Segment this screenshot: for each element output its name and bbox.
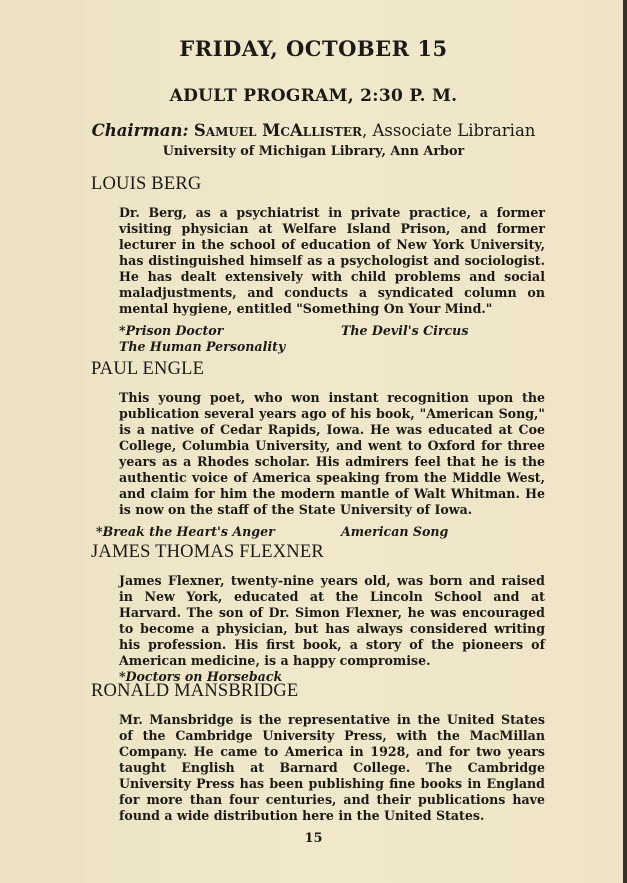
chairman-affiliation: University of Michigan Library, Ann Arbor [162,144,465,159]
chairman-name: Samuel McAllister [193,121,362,140]
book-title: *Prison Doctor [119,323,224,338]
speaker-section-mansbridge [91,681,551,824]
book-list [96,524,551,544]
chairman-title: , Associate Librarian [361,121,536,140]
speaker-section-flexner [91,542,551,689]
speaker-bio: James Flexner, twenty-nine years old, was born and raised in New York, educated at the Lincoln School and at Harvard. The son of Dr. Simon Flexner, he was encouraged to become a physician, but has always considered writing his profession. His first book, a story of the pioneers of American medicine, is a happy compromise. [119,573,545,668]
speaker-name: PAUL ENGLE [91,359,205,379]
book-title: *Doctors on Horseback [119,669,283,684]
speaker-section-engle [91,359,551,544]
speaker-bio: This young poet, who won instant recognition upon the publication several years ago of his book, "American Song," is a native of Cedar Rapids, Iowa. He was educated at Coe College, Columbia University, and went to Oxford for three years as a Rhodes scholar. His admirers feel that he is the authentic voice of America speaking from the Middle West, and claim for him the modern mantle of Walt Whitman. He is now on the staff of the State University of Iowa. [119,390,545,517]
speaker-section-berg [91,174,551,359]
book-title: *Break the Heart's Anger [96,524,275,539]
speaker-name: JAMES THOMAS FLEXNER [91,542,324,562]
book-title: The Devil's Circus [341,323,469,338]
speaker-bio: Dr. Berg, as a psychiatrist in private practice, a former visiting physician at Welfare Island Prison, and former lecturer in the school of education of New York University, has distinguished himself as a psychologist and sociologist. He has dealt extensively with child problems and social maladjustments, and conducts a syndicated column on mental hygiene, entitled "Something On Your Mind." [119,205,545,316]
book-list [119,323,551,359]
speaker-name: LOUIS BERG [91,174,202,194]
chairman-line [0,121,627,140]
book-title: American Song [341,524,449,539]
speaker-name: RONALD MANSBRIDGE [91,681,299,701]
speaker-bio: Mr. Mansbridge is the representative in the United States of the Cambridge University Press, with the MacMillan Company. He came to America in 1928, and for two years taught English at Barnard College. The Cambridge University Press has been publishing fine books in England for more than four centuries, and their publications have found a wide distribution here in the United States. [119,712,545,823]
page-number: 15 [304,831,323,846]
program-title: ADULT PROGRAM, 2:30 P. M. [169,86,458,106]
book-title: The Human Personality [119,339,286,354]
day-title: FRIDAY, OCTOBER 15 [179,36,448,61]
chairman-label: Chairman: [91,121,189,140]
